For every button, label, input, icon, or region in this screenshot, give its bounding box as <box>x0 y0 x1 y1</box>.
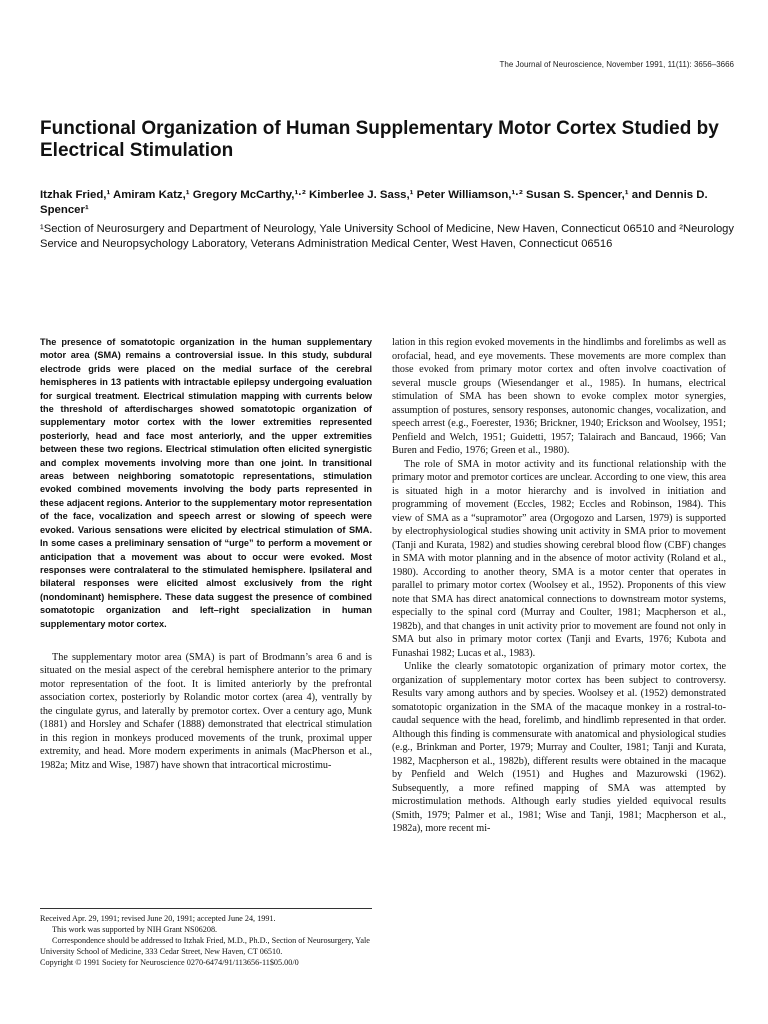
affiliation: ¹Section of Neurosurgery and Department of Neurology, Yale University School of Medicine, New Haven, Connecticut 06510 and ²Neurology Service and Neuropsychology Laboratory, Veterans Administration Medical Center, West Haven, Connecticut 06516 <box>40 223 734 250</box>
grant-support: This work was supported by NIH Grant NS06208. <box>52 925 218 934</box>
copyright: Copyright © 1991 Society for Neuroscience 0270-6474/91/113656-11$05.00/0 <box>40 958 299 967</box>
received-dates: Received Apr. 29, 1991; revised June 20, 1991; accepted June 24, 1991. <box>40 914 276 923</box>
correspondence: Correspondence should be addressed to Itzhak Fried, M.D., Ph.D., Section of Neurosurgery, Yale University School of Medicine, 333 Cedar Street, New Haven, CT 06510. <box>40 936 370 956</box>
body-paragraph: The role of SMA in motor activity and its functional relationship with the primary motor and premotor cortices are unclear. According to one view, this area is situated high in a motor hierarchy and is involved in initiation and programming of movement (Eccles, 1982; Eccles and Robinson, 1984). This view of SMA as a “supramotor” area (Orgogozo and Larsen, 1979) is supported by electrophysiological studies showing unit activity in SMA prior to movement (Tanji and Kurata, 1982) and studies showing cerebral blood flow (CBF) changes in SMA with motor planning and in the absence of motor activity (Roland et al., 1980). According to another theory, SMA is a motor center that operates in parallel to primary motor cortex (Woolsey et al., 1952). Proponents of this view note that SMA has direct anatomical connections to downstream motor systems, especially to the spinal cord (Murray and Coulter, 1981; Macpherson et al., 1982b), and that changes in unit activity prior to movement are found not only in SMA but also in primary motor cortex (Tanji and Evarts, 1976; Kubota and Funashai 1982; Lucas et al., 1983). <box>392 458 726 659</box>
footnotes <box>40 908 372 968</box>
author-list: Itzhak Fried,¹ Amiram Katz,¹ Gregory McCarthy,¹·² Kimberlee J. Sass,¹ Peter Williamson,¹·² Susan S. Spencer,¹ and Dennis D. Spencer¹ <box>40 189 708 216</box>
body-paragraph: lation in this region evoked movements in the hindlimbs and forelimbs as well as orofacial, head, and eye movements. These movements are more complex than those evoked from primary motor cortex and often involve coactivation of several muscle groups (Wiesendanger et al., 1985). In humans, electrical stimulation of SMA has been shown to evoke complex motor synergies, assumption of postures, sensory responses, autonomic changes, vocalization, and speech arrest (e.g., Foerester, 1936; Brickner, 1940; Erickson and Woolsey, 1951; Penfield and Welch, 1951; Guidetti, 1957; Talairach and Bancaud, 1966; Van Buren and Fedio, 1976; Green et al., 1980). <box>392 337 726 456</box>
intro-paragraph: The supplementary motor area (SMA) is part of Brodmann’s area 6 and is situated on the mesial aspect of the cerebral hemisphere anterior to the primary motor representation of the foot. It is limited anteriorly by the prefrontal association cortex, posteriorly by Rolandic motor cortex (area 4), ventrally by the cingulate gyrus, and laterally by premotor cortex. Over a century ago, Munk (1881) and Horsley and Schafer (1888) demonstrated that electrical stimulation in this region in monkeys produced movements of the trunk, proximal upper extremity, and head. More modern experiments in animals (MacPherson et al., 1982a; Mitz and Wise, 1987) have shown that intracortical microstimu- <box>40 651 372 771</box>
body-paragraph: Unlike the clearly somatotopic organization of primary motor cortex, the organization of supplementary motor cortex has been subject to controversy. Results vary among authors and by species. Woolsey et al. (1952) demonstrated somatotopic organization in the SMA of the macaque monkey in a rostral-to-caudal sequence with the head, forelimb, and hindlimb represented in that order. Although this finding is commensurate with anatomical and physiological studies (e.g., Brinkman and Porter, 1979; Murray and Coulter, 1981; Tanji and Kurata, 1982, Macpherson et al., 1982b), different results were obtained in the macaque by Penfield and Welch (1951) and Hughes and Mazurowski (1962). Subsequently, a more refined mapping of SMA was attempted by microstimulation methods. Although early studies yielded equivocal results (Smith, 1979; Palmer et al., 1981; Wise and Tanji, 1981; Macpherson et al., 1982a), more recent mi- <box>392 661 726 834</box>
right-column <box>392 336 726 836</box>
abstract: The presence of somatotopic organization in the human supplementary motor area (SMA) remains a controversial issue. In this study, subdural electrode grids were placed on the medial surface of the cerebral hemispheres in 13 patients with intractable epilepsy undergoing evaluation for surgical treatment. Electrical stimulation mapping with currents below the threshold of afterdischarges showed somatotopic organization of supplementary motor cortex with the lower extremities represented posteriorly, head and face most anteriorly, and the upper extremities between these two regions. Electrical stimulation often elicited synergistic and complex movements involving more than one joint. In transitional areas between neighboring somatotopic representations, stimulation evoked combined movements involving the body parts represented in these adjacent regions. Anterior to the supplementary motor representation of the face, vocalization and speech arrest or slowing of speech were evoked. Various sensations were elicited by electrical stimulation of SMA. In some cases a preliminary sensation of “urge” to perform a movement or anticipation that a movement was about to occur were evoked. Most responses were contralateral to the stimulated hemisphere. Ipsilateral and bilateral responses were elicited almost exclusively from the right (nondominant) hemisphere. These data suggest the presence of combined somatotopic organization and left–right specialization in human supplementary motor cortex. <box>40 337 372 629</box>
article-title: Functional Organization of Human Supplementary Motor Cortex Studied by Electrical Stimulation <box>40 118 719 161</box>
left-column <box>40 336 372 772</box>
running-head: The Journal of Neuroscience, November 1991, 11(11): 3656–3666 <box>499 60 734 69</box>
